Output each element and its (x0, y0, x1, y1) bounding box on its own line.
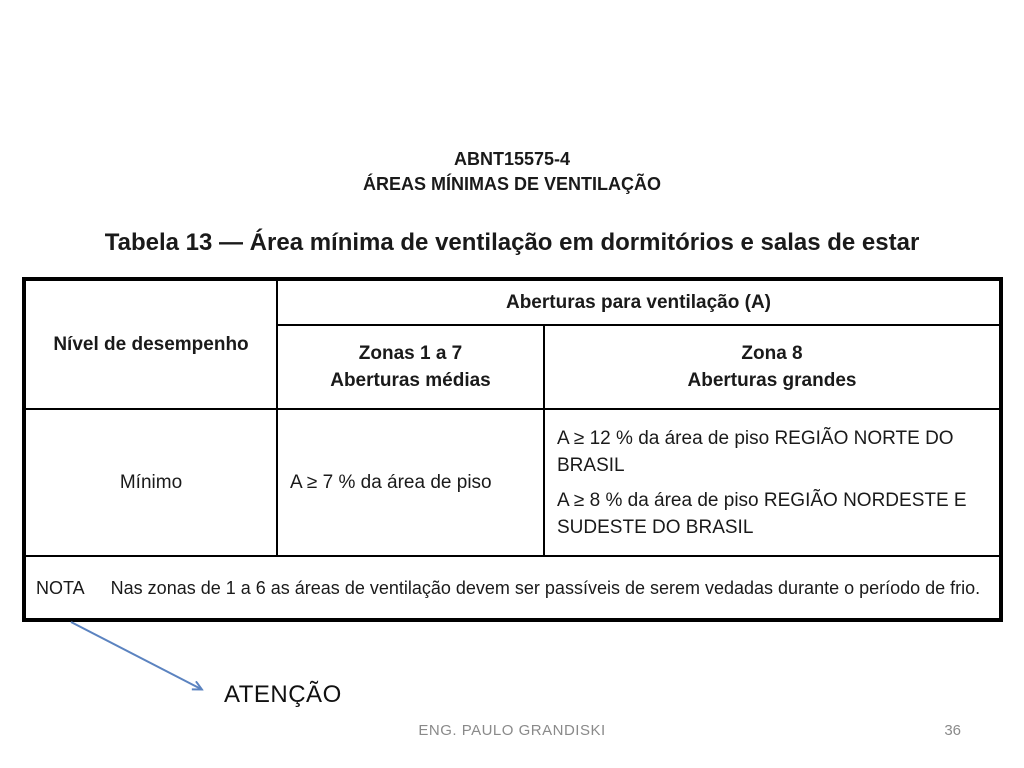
table-note (24, 556, 1001, 620)
arrow-line (71, 622, 201, 689)
slide-title-line2: ÁREAS MÍNIMAS DE VENTILAÇÃO (362, 174, 661, 194)
slide-title-line1: ABNT15575-4 (453, 149, 571, 169)
footer-page-number: 36 (944, 722, 961, 739)
annotation-arrow (55, 612, 225, 704)
header-zona-8-line1: Zona 8 (741, 343, 803, 364)
ventilation-table (22, 277, 1003, 622)
cell-nivel-minimo: Mínimo (24, 409, 277, 556)
header-zona-8-line2: Aberturas grandes (687, 370, 857, 391)
header-zona-8 (544, 325, 1001, 409)
note-text: Nas zonas de 1 a 6 as áreas de ventilação devem ser passíveis de serem vedadas durante o período de frio. (110, 578, 981, 598)
header-zonas-1-7-line1: Zonas 1 a 7 (358, 343, 463, 364)
cell-zona-8-value (544, 409, 1001, 556)
zona-8-value-paragraph-1: A ≥ 12 % da área de piso REGIÃO NORTE DO BRASIL (557, 427, 954, 476)
header-zonas-1-7-line2: Aberturas médias (330, 370, 491, 391)
cell-zonas-1-7-value: A ≥ 7 % da área de piso (277, 409, 544, 556)
atencao-label: ATENÇÃO (224, 681, 342, 708)
footer-author: ENG. PAULO GRANDISKI (418, 722, 606, 739)
zona-8-value-paragraph-2: A ≥ 8 % da área de piso REGIÃO NORDESTE E SUDESTE DO BRASIL (557, 489, 967, 538)
header-nivel-desempenho: Nível de desempenho (24, 279, 277, 409)
table-caption: Tabela 13 — Área mínima de ventilação em dormitórios e salas de estar (104, 229, 920, 256)
note-label: NOTA (36, 578, 85, 598)
header-aberturas-ventilacao: Aberturas para ventilação (A) (277, 279, 1001, 325)
header-zonas-1-7 (277, 325, 544, 409)
slide-title (0, 147, 1024, 197)
